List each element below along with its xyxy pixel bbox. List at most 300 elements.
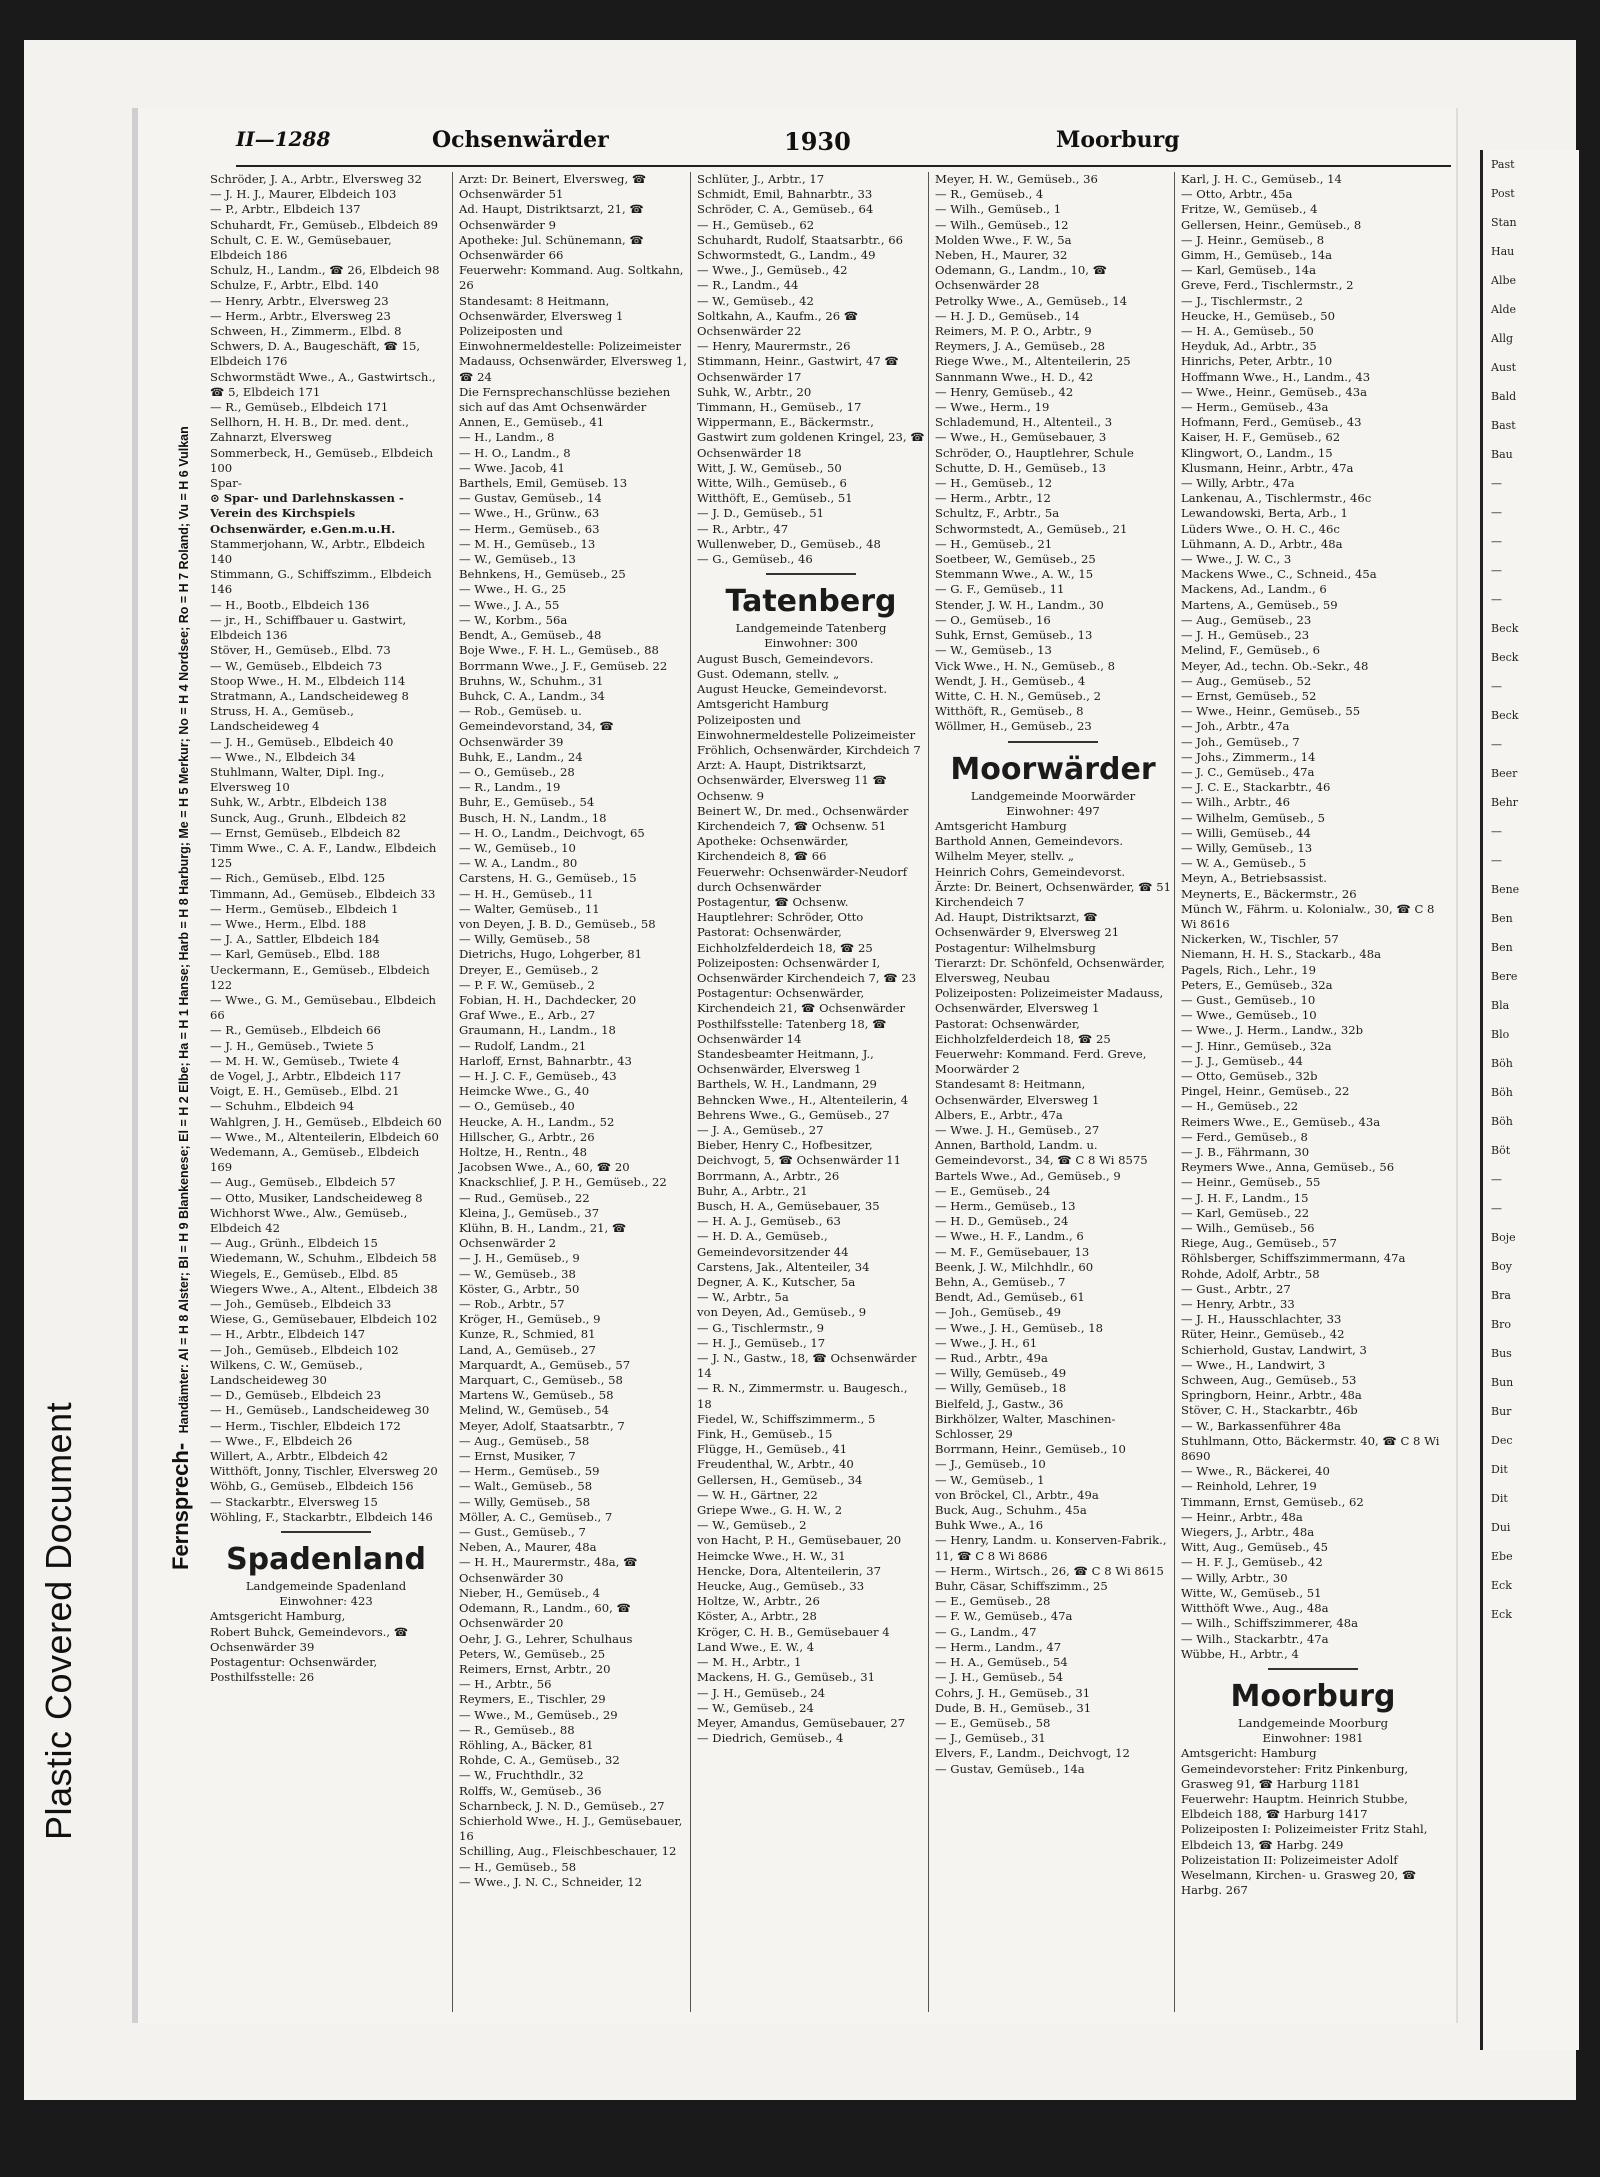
- directory-entry: Wöhling, F., Stackarbtr., Elbdeich 146: [210, 1509, 433, 1524]
- directory-entry: — Aug., Gemüseb., Elbdeich 57: [210, 1175, 396, 1190]
- directory-entry: Polizeiposten und Einwohnermeldestelle: Polizeimeister Madauss, Ochsenwärder, Elversweg 1, ☎ 24: [459, 324, 687, 384]
- directory-entry: — J. H. F., Landm., 15: [1181, 1190, 1309, 1205]
- section-line: — J. N., Gastw., 18, ☎ Ochsenwärder 14: [697, 1351, 917, 1381]
- directory-entry: Lewandowski, Berta, Arb., 1: [1181, 506, 1348, 521]
- directory-entry: — H. H., Maurermstr., 48a, ☎ Ochsenwärder 30: [459, 1555, 638, 1585]
- directory-entry: Hofmann, Ferd., Gemüseb., 43: [1181, 415, 1362, 430]
- column-5: [1174, 172, 1445, 2012]
- directory-entry: Ad. Haupt, Distriktsarzt, 21, ☎ Ochsenwärder 9: [459, 202, 644, 232]
- directory-entry: — Willy, Gemüseb., 13: [1181, 840, 1313, 855]
- directory-entry: Martens, A., Gemüseb., 59: [1181, 597, 1338, 612]
- directory-entry: Springborn, Heinr., Arbtr., 48a: [1181, 1388, 1362, 1403]
- directory-entry: — Reinhold, Lehrer, 19: [1181, 1479, 1317, 1494]
- directory-entry: — H., Gemüseb., Landscheideweg 30: [210, 1403, 430, 1418]
- next-page-fragment: —: [1491, 535, 1502, 548]
- directory-entry: Witte, W., Gemüseb., 51: [1181, 1585, 1322, 1600]
- section-line: — Henry, Landm. u. Konserven-Fabrik., 11, ☎ C 8 Wi 8686: [935, 1533, 1167, 1563]
- directory-entry: Schilling, Aug., Fleischbeschauer, 12: [459, 1844, 677, 1859]
- section-line: — G., Landm., 47: [935, 1624, 1037, 1639]
- directory-entry: Witthöft Wwe., Aug., 48a: [1181, 1601, 1329, 1616]
- section-line: — J., Gemüseb., 31: [935, 1731, 1046, 1746]
- section-line: Heinrich Cohrs, Gemeindevorst.: [935, 864, 1126, 879]
- directory-entry: Schutte, D. H., Gemüseb., 13: [935, 460, 1106, 475]
- directory-entry: Wiegels, E., Gemüseb., Elbd. 85: [210, 1266, 399, 1281]
- section-line: — G., Tischlermstr., 9: [697, 1320, 824, 1335]
- directory-entry: Wöhb, G., Gemüseb., Elbdeich 156: [210, 1479, 414, 1494]
- next-page-fragment: —: [1491, 506, 1502, 519]
- section-line: Busch, H. A., Gemüsebauer, 35: [697, 1199, 880, 1213]
- directory-entry: Boje Wwe., F. H. L., Gemüseb., 88: [459, 643, 659, 658]
- directory-entry: ⊙ Spar- und Darlehnskassen - Verein des Kirchspiels Ochsenwärder, e.Gen.m.u.H.: [210, 491, 404, 536]
- directory-entry: — Wwe. Jacob, 41: [459, 460, 565, 475]
- section-line: Behncken Wwe., H., Altenteilerin, 4: [697, 1092, 909, 1107]
- section-line: Bendt, Ad., Gemüseb., 61: [935, 1290, 1085, 1305]
- directory-entry: Dreyer, E., Gemüseb., 2: [459, 962, 599, 977]
- section-line: — E., Gemüseb., 58: [935, 1715, 1051, 1730]
- section-line: — H. J., Gemüseb., 17: [697, 1335, 826, 1350]
- section-divider: [281, 1531, 371, 1533]
- section-line: — E., Gemüseb., 28: [935, 1594, 1051, 1609]
- directory-entry: Schwormstedt, G., Landm., 49: [697, 248, 876, 263]
- next-page-fragment: —: [1491, 593, 1502, 606]
- directory-entry: — Aug., Gemüseb., 23: [1181, 612, 1312, 627]
- next-page-fragment: Ebe: [1491, 1550, 1513, 1563]
- directory-entry: Buhck, C. A., Landm., 34: [459, 688, 605, 703]
- directory-entry: Heimcke Wwe., G., 40: [459, 1084, 590, 1099]
- directory-entry: — H. O., Landm., Deichvogt, 65: [459, 825, 645, 840]
- directory-entry: — O., Gemüseb., 40: [459, 1099, 575, 1114]
- directory-entry: — Wwe., N., Elbdeich 34: [210, 749, 356, 764]
- directory-entry: Schween, Aug., Gemüseb., 53: [1181, 1373, 1357, 1388]
- directory-entry: Niemann, H. H. S., Stackarb., 48a: [1181, 947, 1382, 962]
- section-line: Barthels, W. H., Landmann, 29: [697, 1077, 877, 1092]
- directory-entry: Gellersen, Heinr., Gemüseb., 8: [1181, 217, 1362, 232]
- section-line: — J. A., Gemüseb., 27: [697, 1122, 824, 1137]
- section-line: Meyer, Amandus, Gemüsebauer, 27: [697, 1715, 906, 1730]
- section-line: — W., Gemüseb., 24: [697, 1700, 814, 1715]
- directory-entry: Timmann, Ad., Gemüseb., Elbdeich 33: [210, 886, 436, 901]
- directory-entry: — J. C. E., Stackarbtr., 46: [1181, 780, 1331, 795]
- directory-entry: — Willy, Arbtr., 30: [1181, 1570, 1288, 1585]
- directory-entry: — W., Gemüseb., 10: [459, 840, 576, 855]
- header-year: 1930: [784, 127, 851, 156]
- directory-entry: Klühn, B. H., Landm., 21, ☎ Ochsenwärder 2: [459, 1221, 627, 1251]
- directory-entry: Apotheke: Jul. Schünemann, ☎ Ochsenwärder 66: [459, 232, 644, 263]
- directory-entry: Odemann, R., Landm., 60, ☎ Ochsenwärder 20: [459, 1601, 631, 1631]
- next-page-fragment: Dec: [1491, 1434, 1513, 1447]
- directory-entry: Wilkens, C. W., Gemüseb., Landscheideweg 30: [210, 1357, 363, 1388]
- next-page-fragment: Boy: [1491, 1260, 1512, 1273]
- directory-entry: Reimers Wwe., E., Gemüseb., 43a: [1181, 1114, 1381, 1129]
- directory-entry: — Karl, Gemüseb., Elbd. 188: [210, 947, 380, 962]
- next-page-fragment: Blo: [1491, 1028, 1510, 1041]
- directory-entry: Rolffs, W., Gemüseb., 36: [459, 1783, 602, 1798]
- section-line: Köster, A., Arbtr., 28: [697, 1609, 817, 1624]
- directory-entry: Witthöft, R., Gemüseb., 8: [935, 704, 1084, 719]
- directory-entry: — R., Gemüseb., Elbdeich 171: [210, 400, 389, 415]
- directory-entry: Schult, C. E. W., Gemüsebauer, Elbdeich 186: [210, 232, 392, 263]
- column-2: [452, 172, 687, 2012]
- section-line: Borrmann, A., Arbtr., 26: [697, 1168, 840, 1183]
- directory-entry: Witt, J. W., Gemüseb., 50: [697, 460, 842, 475]
- directory-entry: Schween, H., Zimmerm., Elbd. 8: [210, 324, 402, 339]
- section-line: Barthold Annen, Gemeindevors.: [935, 834, 1124, 849]
- directory-entry: — Wwe., H., Gemüsebauer, 3: [935, 430, 1107, 445]
- section-line: Gellersen, H., Gemüseb., 34: [697, 1472, 863, 1487]
- directory-entry: Scharnbeck, J. N. D., Gemüseb., 27: [459, 1798, 665, 1813]
- directory-entry: — Willy, Arbtr., 47a: [1181, 476, 1295, 491]
- directory-entry: — J. H., Hausschlachter, 33: [1181, 1312, 1342, 1327]
- next-page-fragment: Allg: [1491, 332, 1514, 345]
- directory-entry: Sellhorn, H. H. B., Dr. med. dent., Zahnarzt, Elversweg: [210, 415, 409, 445]
- next-page-fragment: Beck: [1491, 709, 1519, 722]
- section-line: von Bröckel, Cl., Arbtr., 49a: [935, 1487, 1099, 1502]
- section-line: Apotheke: Ochsenwärder, Kirchendeich 8, ☎ 66: [697, 834, 849, 864]
- directory-entry: Schlademund, H., Altenteil., 3: [935, 415, 1113, 430]
- directory-entry: Bruhns, W., Schuhm., 31: [459, 673, 604, 688]
- directory-entry: — R., Gemüseb., 4: [935, 187, 1044, 202]
- directory-entry: — W., Gemüseb., 38: [459, 1266, 576, 1281]
- directory-entry: — Willi, Gemüseb., 44: [1181, 825, 1311, 840]
- section-line: Heucke, Aug., Gemüseb., 33: [697, 1579, 865, 1594]
- directory-entry: Stimmann, Heinr., Gastwirt, 47 ☎ Ochsenwärder 17: [697, 354, 899, 384]
- directory-entry: — H., Arbtr., 56: [459, 1677, 552, 1692]
- directory-entry: — R., Landm., 19: [459, 780, 561, 795]
- section-line: Ärzte: Dr. Beinert, Ochsenwärder, ☎ 51 Kirchendeich 7: [935, 879, 1171, 909]
- directory-entry: Holtze, H., Rentn., 48: [459, 1145, 587, 1159]
- next-page-fragment: Dit: [1491, 1492, 1508, 1505]
- directory-entry: — Willy, Gemüseb., 58: [459, 932, 591, 947]
- section-line: Buhr, Cäsar, Schiffszimm., 25: [935, 1579, 1108, 1594]
- directory-entry: Reimers, Ernst, Arbtr., 20: [459, 1661, 611, 1676]
- next-page-fragment: Böh: [1491, 1057, 1513, 1070]
- directory-entry: Peters, W., Gemüseb., 25: [459, 1646, 606, 1661]
- section-line: Polizeiposten und Einwohnermeldestelle Polizeimeister Fröhlich, Ochsenwärder, Kirchdeich 7: [697, 712, 921, 757]
- page-number: II—1288: [236, 127, 331, 151]
- directory-entry: Graf Wwe., E., Arb., 27: [459, 1008, 596, 1023]
- directory-entry: — Wilhelm, Gemüseb., 5: [1181, 810, 1326, 825]
- section-line: von Deyen, Ad., Gemüseb., 9: [697, 1305, 867, 1320]
- section-line: Gust. Odemann, stellv. „: [697, 666, 840, 681]
- directory-entry: — W., Gemüseb., 42: [697, 293, 814, 308]
- section-line: Einwohner: 300: [764, 636, 858, 651]
- directory-entry: — H. H., Gemüseb., 11: [459, 886, 594, 901]
- directory-entry: — Wwe., R., Bäckerei, 40: [1181, 1464, 1330, 1479]
- directory-entry: Schlüter, J., Arbtr., 17: [697, 172, 825, 186]
- directory-entry: — Wwe., H., Landwirt, 3: [1181, 1357, 1326, 1372]
- next-page-fragment: Bro: [1491, 1318, 1511, 1331]
- next-page-fragment: Bla: [1491, 999, 1510, 1012]
- directory-entry: — R., Gemüseb., 88: [459, 1722, 575, 1737]
- section-line: — H. D. A., Gemüseb., Gemeindevorsitzender 44: [697, 1229, 849, 1259]
- section-line: Bartels Wwe., Ad., Gemüseb., 9: [935, 1168, 1121, 1183]
- directory-entry: — J. C., Gemüseb., 47a: [1181, 764, 1315, 779]
- directory-entry: Witte, Wilh., Gemüseb., 6: [697, 476, 847, 491]
- directory-entry: Witte, C. H. N., Gemüseb., 2: [935, 688, 1101, 703]
- directory-entry: Kleina, J., Gemüseb., 37: [459, 1205, 600, 1220]
- section-line: — W., Gemüseb., 1: [935, 1472, 1045, 1487]
- next-page-fragment: Bus: [1491, 1347, 1512, 1360]
- directory-entry: — Wwe., M., Gemüseb., 29: [459, 1707, 618, 1722]
- section-line: Polizeistation II: Polizeimeister Adolf Weselmann, Kirchen- u. Grasweg 20, ☎ Harbg. 267: [1181, 1852, 1417, 1898]
- directory-entry: Suhk, Ernst, Gemüseb., 13: [935, 628, 1093, 643]
- directory-entry: Melind, W., Gemüseb., 54: [459, 1403, 609, 1418]
- directory-entry: Annen, E., Gemüseb., 41: [459, 415, 605, 430]
- directory-entry: Münch W., Fährm. u. Kolonialw., 30, ☎ C 8 Wi 8616: [1181, 901, 1435, 931]
- directory-entry: Mackens Wwe., C., Schneid., 45a: [1181, 567, 1377, 582]
- section-line: Einwohner: 497: [1006, 803, 1100, 818]
- directory-entry: Stemmann Wwe., A. W., 15: [935, 567, 1094, 582]
- directory-entry: Riege Wwe., M., Altenteilerin, 25: [935, 354, 1131, 369]
- next-page-fragment: —: [1491, 854, 1502, 867]
- directory-entry: — Wwe., F., Elbdeich 26: [210, 1433, 353, 1448]
- section-line: Standesamt 8: Heitmann, Ochsenwärder, Elversweg 1: [935, 1077, 1100, 1107]
- directory-entry: Heyduk, Ad., Arbtr., 35: [1181, 339, 1317, 354]
- directory-entry: — J. J., Gemüseb., 44: [1181, 1053, 1303, 1068]
- section-divider: [1268, 1668, 1358, 1670]
- directory-entry: Pingel, Heinr., Gemüseb., 22: [1181, 1084, 1350, 1099]
- directory-entry: Stuhlmann, Walter, Dipl. Ing., Elversweg 10: [210, 764, 385, 795]
- next-page-fragment: Hau: [1491, 245, 1515, 258]
- phone-strip-text: Handämter: Al = H 8 Alster; Bl = H 9 Blankenese; El = H 2 Elbe; Ha = H 1 Hanse; Harb = H 8 Harburg; Me = H 5 Merkur; No = H 4 Nordsee; Ro = H 7 Roland; Vu = H 6 Vulkan: [177, 426, 191, 1434]
- directory-entry: — Stackarbtr., Elversweg 15: [210, 1494, 378, 1509]
- directory-entry: — Willy, Gemüseb., 58: [459, 1494, 591, 1509]
- section-line: — Wwe., J. H., Gemüseb., 18: [935, 1320, 1103, 1335]
- directory-entry: — R., Landm., 44: [697, 278, 799, 293]
- directory-entry: Suhk, W., Arbtr., 20: [697, 384, 812, 399]
- directory-entry: — Ernst, Gemüseb., Elbdeich 82: [210, 825, 401, 840]
- directory-entry: Witthöft, E., Gemüseb., 51: [697, 491, 853, 506]
- directory-entry: — Johs., Zimmerm., 14: [1181, 749, 1316, 764]
- section-title: Moorburg: [1230, 1678, 1396, 1714]
- directory-entry: Neben, A., Maurer, 48a: [459, 1540, 597, 1555]
- section-line: — H. D., Gemüseb., 24: [935, 1214, 1069, 1229]
- directory-entry: Schierhold Wwe., H. J., Gemüsebauer, 16: [459, 1813, 683, 1844]
- directory-entry: Rohde, Adolf, Arbtr., 58: [1181, 1266, 1320, 1281]
- directory-entry: Timmann, Ernst, Gemüseb., 62: [1181, 1494, 1364, 1509]
- directory-entry: Land, A., Gemüseb., 27: [459, 1342, 596, 1357]
- directory-entry: Graumann, H., Landm., 18: [459, 1023, 616, 1038]
- section-line: — Gustav, Gemüseb., 14a: [935, 1761, 1085, 1776]
- directory-entry: Schuhardt, Fr., Gemüseb., Elbdeich 89: [210, 217, 438, 232]
- section-line: Feuerwehr: Ochsenwärder-Neudorf durch Ochsenwärder: [697, 864, 908, 894]
- directory-entry: Schröder, C. A., Gemüseb., 64: [697, 202, 874, 217]
- section-line: — J. H., Gemüseb., 54: [935, 1670, 1064, 1685]
- directory-entry: Nieber, H., Gemüseb., 4: [459, 1585, 601, 1600]
- directory-entry: — Wwe., G. M., Gemüsebau., Elbdeich 66: [210, 992, 436, 1023]
- next-page-edge: [1480, 150, 1579, 2050]
- directory-entry: — Herm., Arbtr., 12: [935, 491, 1051, 506]
- section-line: Tierarzt: Dr. Schönfeld, Ochsenwärder, Elversweg, Neubau: [935, 955, 1165, 985]
- directory-entry: Meyer, Ad., techn. Ob.-Sekr., 48: [1181, 658, 1369, 673]
- section-line: — Herm., Landm., 47: [935, 1639, 1062, 1654]
- section-line: Wilhelm Meyer, stellv. „: [935, 849, 1075, 864]
- directory-entry: — P. F. W., Gemüseb., 2: [459, 977, 595, 992]
- section-line: Landgemeinde Tatenberg: [735, 621, 887, 636]
- section-line: — Wwe., H. F., Landm., 6: [935, 1229, 1084, 1244]
- column-3: [690, 172, 925, 2012]
- directory-entry: — H., Gemüseb., 22: [1181, 1099, 1299, 1114]
- directory-entry: — Gust., Gemüseb., 7: [459, 1525, 586, 1540]
- directory-entry: Petrolky Wwe., A., Gemüseb., 14: [935, 293, 1128, 308]
- directory-entry: Stuhlmann, Otto, Bäckermstr. 40, ☎ C 8 Wi 8690: [1181, 1433, 1440, 1464]
- column-4: [928, 172, 1171, 2012]
- section-line: Arzt: A. Haupt, Distriktsarzt, Ochsenwärder, Elversweg 11 ☎ Ochsenw. 9: [697, 758, 887, 803]
- directory-entry: Sannmann Wwe., H. D., 42: [935, 369, 1094, 384]
- next-page-fragment: Alde: [1491, 303, 1517, 316]
- directory-entry: Meyer, Adolf, Staatsarbtr., 7: [459, 1418, 625, 1433]
- directory-entry: — Rich., Gemüseb., Elbd. 125: [210, 871, 386, 886]
- directory-entry: Peters, E., Gemüseb., 32a: [1181, 977, 1333, 992]
- directory-entry: — Herm., Gemüseb., Elbdeich 1: [210, 901, 399, 916]
- directory-entry: Stratmann, A., Landscheideweg 8: [210, 688, 409, 703]
- next-page-fragment: Bau: [1491, 448, 1513, 461]
- next-page-fragment: Eck: [1491, 1608, 1512, 1621]
- section-line: Pastorat: Ochsenwärder, Eichholzfelderdeich 18, ☎ 25: [697, 925, 873, 955]
- directory-entry: Schwormstedt, A., Gemüseb., 21: [935, 521, 1128, 536]
- directory-entry: Schultz, F., Arbtr., 5a: [935, 506, 1060, 521]
- directory-entry: — H. J. C. F., Gemüseb., 43: [459, 1068, 617, 1083]
- section-line: Gemeindevorsteher: Fritz Pinkenburg, Grasweg 91, ☎ Harburg 1181: [1181, 1761, 1409, 1791]
- section-line: Behrens Wwe., G., Gemüseb., 27: [697, 1107, 890, 1122]
- directory-entry: Molden Wwe., F. W., 5a: [935, 232, 1072, 247]
- directory-entry: Stimmann, G., Schiffszimm., Elbdeich 146: [210, 567, 432, 597]
- section-line: August Heucke, Gemeindevorst.: [697, 682, 888, 697]
- directory-entry: Reymers, J. A., Gemüseb., 28: [935, 339, 1106, 354]
- next-page-fragment: —: [1491, 825, 1502, 838]
- section-title: Spadenland: [226, 1542, 426, 1578]
- directory-entry: Struss, H. A., Gemüseb., Landscheideweg 4: [210, 704, 354, 734]
- section-title: Tatenberg: [725, 584, 897, 620]
- directory-entry: — Wwe., Herm., 19: [935, 400, 1050, 415]
- directory-entry: — M. H., Gemüseb., 13: [459, 536, 596, 551]
- directory-entry: Schuhardt, Rudolf, Staatsarbtr., 66: [697, 232, 903, 247]
- directory-entry: — Henry, Gemüseb., 42: [935, 384, 1074, 399]
- directory-entry: Kunze, R., Schmied, 81: [459, 1327, 596, 1342]
- directory-entry: Fobian, H. H., Dachdecker, 20: [459, 992, 637, 1007]
- directory-entry: — D., Gemüseb., Elbdeich 23: [210, 1388, 382, 1403]
- directory-entry: — Gust., Gemüseb., 10: [1181, 992, 1316, 1007]
- section-line: — Wwe. J. H., Gemüseb., 27: [935, 1122, 1100, 1137]
- directory-entry: Heucke, A. H., Landm., 52: [459, 1114, 615, 1129]
- section-line: Albers, E., Arbtr., 47a: [935, 1107, 1063, 1122]
- directory-entry: — W., Barkassenführer 48a: [1181, 1418, 1341, 1433]
- directory-entry: — Otto, Gemüseb., 32b: [1181, 1068, 1318, 1083]
- directory-entry: — W., Gemüseb., 13: [935, 643, 1052, 658]
- section-line: — M. H., Arbtr., 1: [697, 1655, 802, 1670]
- next-page-fragment: Böh: [1491, 1115, 1513, 1128]
- section-line: Holtze, W., Arbtr., 26: [697, 1594, 820, 1609]
- section-line: — Herm., Wirtsch., 26, ☎ C 8 Wi 8615: [935, 1563, 1164, 1578]
- directory-entry: Busch, H. N., Landm., 18: [459, 810, 607, 825]
- directory-entry: Möller, A. C., Gemüseb., 7: [459, 1509, 613, 1524]
- directory-entry: Harloff, Ernst, Bahnarbtr., 43: [459, 1053, 632, 1068]
- directory-entry: — Aug., Gemüseb., 58: [459, 1433, 590, 1448]
- section-line: Land Wwe., E. W., 4: [697, 1639, 815, 1654]
- section-line: August Busch, Gemeindevors.: [697, 651, 874, 666]
- section-line: Postagentur, ☎ Ochsenw.: [697, 894, 849, 909]
- next-page-fragment: Böh: [1491, 1086, 1513, 1099]
- directory-entry: Rohde, C. A., Gemüseb., 32: [459, 1753, 620, 1768]
- directory-entry: Marquardt, A., Gemüseb., 57: [459, 1357, 631, 1372]
- directory-entry: Karl, J. H. C., Gemüseb., 14: [1181, 172, 1342, 186]
- directory-entry: — Joh., Arbtr., 47a: [1181, 719, 1290, 734]
- next-page-fragment: —: [1491, 477, 1502, 490]
- directory-entry: Schröder, O., Hauptlehrer, Schule: [935, 445, 1134, 460]
- directory-entry: — Rud., Gemüseb., 22: [459, 1190, 590, 1205]
- section-divider: [766, 573, 856, 575]
- section-line: Postagentur: Ochsenwärder, Kirchendeich 21, ☎ Ochsenwärder: [697, 986, 906, 1016]
- section-line: Polizeiposten: Ochsenwärder I, Ochsenwärder Kirchendeich 7, ☎ 23: [697, 955, 917, 985]
- directory-entry: Stöver, H., Gemüseb., Elbd. 73: [210, 643, 391, 658]
- directory-entry: Fritze, W., Gemüseb., 4: [1181, 202, 1318, 217]
- directory-entry: — J. H. J., Maurer, Elbdeich 103: [210, 187, 397, 202]
- directory-entry: Wiedemann, W., Schuhm., Elbdeich 58: [210, 1251, 437, 1266]
- directory-entry: — Wwe., H. G., 25: [459, 582, 567, 597]
- next-page-fragment: —: [1491, 564, 1502, 577]
- next-page-fragment: —: [1491, 738, 1502, 751]
- directory-entry: — J. H., Gemüseb., Twiete 5: [210, 1038, 374, 1053]
- next-page-fragment: Behr: [1491, 796, 1518, 809]
- directory-entry: — J. H., Gemüseb., 23: [1181, 628, 1310, 643]
- directory-entry: — Henry, Arbtr., Elversweg 23: [210, 293, 389, 308]
- section-line: Feuerwehr: Hauptm. Heinrich Stubbe, Elbdeich 188, ☎ Harburg 1417: [1181, 1791, 1408, 1822]
- directory-entry: Hoffmann Wwe., H., Landm., 43: [1181, 369, 1371, 384]
- section-line: Fiedel, W., Schiffszimmerm., 5: [697, 1411, 876, 1426]
- directory-entry: Wippermann, E., Bäckermstr., Gastwirt zum goldenen Kringel, 23, ☎ Ochsenwärder 18: [697, 415, 925, 460]
- section-line: Buck, Aug., Schuhm., 45a: [935, 1503, 1087, 1518]
- directory-entry: Dietrichs, Hugo, Lohgerber, 81: [459, 947, 643, 962]
- directory-entry: Schulze, F., Arbtr., Elbd. 140: [210, 278, 379, 293]
- directory-entry: — H., Bootb., Elbdeich 136: [210, 597, 370, 612]
- directory-entry: — Wilh., Gemüseb., 56: [1181, 1221, 1315, 1236]
- directory-entry: Hillscher, G., Arbtr., 26: [459, 1129, 595, 1144]
- directory-entry: Wiegers, J., Arbtr., 48a: [1181, 1525, 1315, 1540]
- directory-entry: — Wwe., Heinr., Gemüseb., 43a: [1181, 384, 1368, 399]
- directory-entry: Heucke, H., Gemüseb., 50: [1181, 308, 1335, 323]
- directory-entry: — Wwe., Heinr., Gemüseb., 55: [1181, 704, 1361, 719]
- directory-entry: — H. J. D., Gemüseb., 14: [935, 308, 1080, 323]
- section-divider: [1008, 741, 1098, 743]
- next-page-fragment: Ben: [1491, 941, 1513, 954]
- section-line: Borrmann, Heinr., Gemüseb., 10: [935, 1442, 1126, 1457]
- directory-entry: Mackens, Ad., Landm., 6: [1181, 582, 1327, 597]
- directory-entry: Stöver, C. H., Stackarbtr., 46b: [1181, 1403, 1358, 1418]
- next-page-fragment: Dui: [1491, 1521, 1511, 1534]
- next-page-fragment: Stan: [1491, 216, 1517, 229]
- section-line: Feuerwehr: Kommand. Ferd. Greve, Moorwärder 2: [935, 1046, 1147, 1077]
- next-page-fragment: Aust: [1491, 361, 1517, 374]
- section-line: Amtsgericht Hamburg: [697, 697, 829, 712]
- next-page-fragment: Bra: [1491, 1289, 1511, 1302]
- directory-entry: — Herm., Gemüseb., 63: [459, 521, 600, 536]
- directory-entry: Wendt, J. H., Gemüseb., 4: [935, 673, 1086, 688]
- section-line: Posthilfsstelle: Tatenberg 18, ☎ Ochsenwärder 14: [697, 1016, 887, 1046]
- section-line: Freudenthal, W., Arbtr., 40: [697, 1457, 854, 1472]
- section-line: Bielfeld, J., Gastw., 36: [935, 1396, 1064, 1411]
- directory-entry: — Karl, Gemüseb., 22: [1181, 1205, 1310, 1220]
- directory-entry: Knackschlief, J. P. H., Gemüseb., 22: [459, 1175, 667, 1190]
- section-line: Robert Buhck, Gemeindevors., ☎ Ochsenwärder 39: [210, 1624, 409, 1654]
- directory-entry: Schwers, D. A., Baugeschäft, ☎ 15, Elbdeich 176: [210, 339, 421, 369]
- section-line: Beenk, J. W., Milchhdlr., 60: [935, 1259, 1094, 1274]
- section-line: Polizeiposten: Polizeimeister Madauss, Ochsenwärder, Elversweg 1: [935, 986, 1164, 1016]
- directory-entry: Timm Wwe., C. A. F., Landw., Elbdeich 125: [210, 840, 437, 871]
- directory-entry: — Gust., Arbtr., 27: [1181, 1281, 1291, 1296]
- next-page-fragment: Bere: [1491, 970, 1518, 983]
- next-page-fragment: Bene: [1491, 883, 1520, 896]
- section-line: Dude, B. H., Gemüseb., 31: [935, 1700, 1092, 1715]
